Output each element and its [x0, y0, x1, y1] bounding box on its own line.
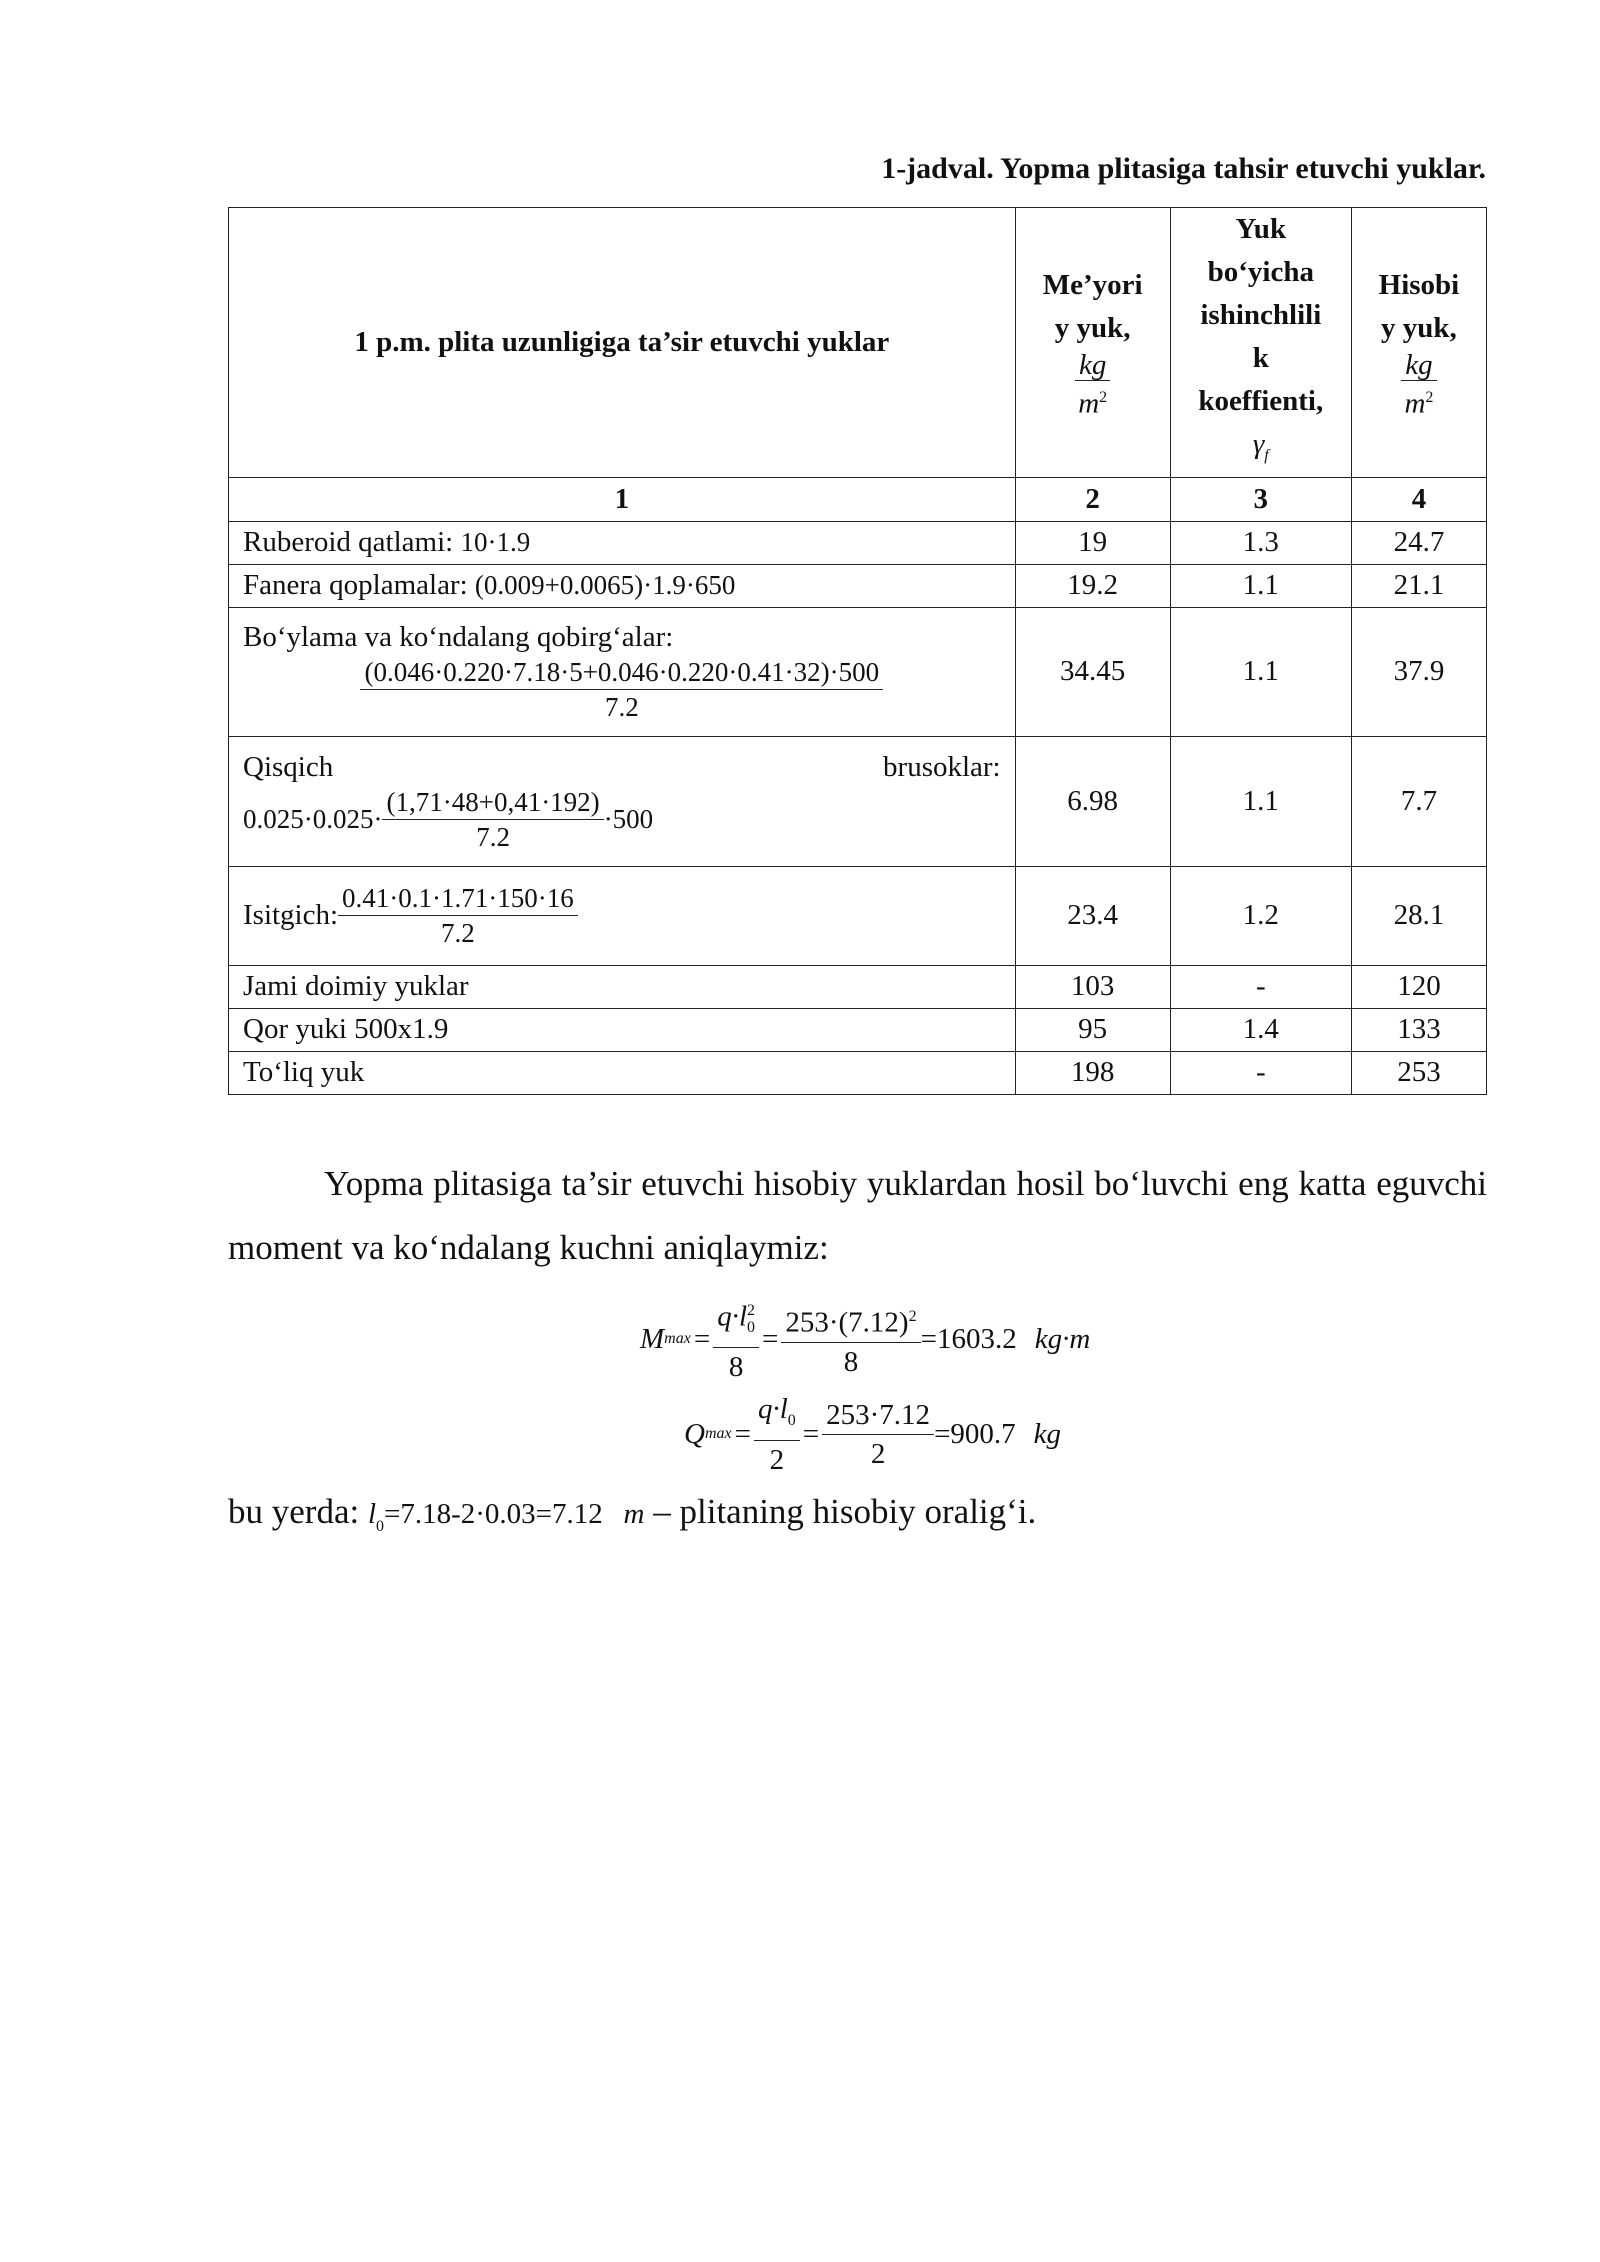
header-col2-line2: y yuk, [1054, 312, 1131, 345]
table-row [229, 1008, 1487, 1051]
max-moment-equation [640, 1292, 1090, 1386]
row-label [229, 521, 1016, 564]
header-col4 [1351, 208, 1486, 478]
reliability-coefficient: - [1170, 1051, 1351, 1094]
row-formula: (0.009+0.0065)·1.9·650 [474, 570, 736, 601]
reliability-coefficient: 1.2 [1170, 866, 1351, 965]
footnote-line [228, 1492, 1036, 1536]
header-col2-unit [1075, 350, 1110, 421]
fraction-numerator: (1,71·48+0,41·192) [382, 785, 603, 820]
eq1-f1-pow: 2 [747, 1302, 755, 1319]
header-col3 [1170, 208, 1351, 478]
reliability-coefficient: 1.1 [1170, 564, 1351, 607]
eq1-f1-sub: 0 [747, 1319, 755, 1337]
reliability-coefficient: 1.4 [1170, 1008, 1351, 1051]
table-caption: 1-jadval. Yopma plitasiga tahsir etuvchi yuklar. [881, 152, 1486, 185]
eq1-fraction1 [713, 1292, 759, 1386]
unit-denominator: m [1404, 387, 1426, 420]
footer-suffix: – plitaning hisobiy oralig‘i. [644, 1492, 1037, 1531]
eq1-f1-numerator [713, 1292, 759, 1348]
design-load: 21.1 [1351, 564, 1486, 607]
formula-fraction [382, 785, 603, 854]
header-col2-line1: Me’yori [1042, 269, 1143, 302]
header-col3-line2: bo‘yicha [1207, 256, 1314, 288]
normative-load: 19.2 [1015, 564, 1170, 607]
eq2-unit: kg [1033, 1417, 1062, 1450]
row-label-text: Bo‘ylama va ko‘ndalang qobirg‘alar: [243, 621, 674, 654]
row-label-text: Ruberoid qatlami: [243, 526, 461, 559]
eq1-fraction2 [781, 1298, 920, 1381]
row-label [229, 607, 1016, 736]
paragraph-text: Yopma plitasiga ta’sir etuvchi hisobiy yuklardan hosil bo‘luvchi eng katta eguvchi moment va ko‘ndalang kuchni aniqlaymiz: [228, 1164, 1487, 1267]
eq2-f2-numerator: 253·7.12 [822, 1396, 934, 1435]
eq2-f1-num-text: q·l [757, 1393, 788, 1425]
row-label [229, 564, 1016, 607]
row-label: Qor yuki 500x1.9 [229, 1008, 1016, 1051]
header-col4-line1: Hisobi [1378, 269, 1460, 302]
eq2-fraction2 [822, 1396, 934, 1473]
eq1-f2-denominator: 8 [843, 1345, 859, 1378]
gamma-symbol: γ [1252, 428, 1265, 460]
eq1-lhs-sub: max [664, 1330, 691, 1348]
eq1-f1-num-text: q·l [717, 1300, 747, 1333]
table-row [229, 607, 1487, 736]
header-col1: 1 p.m. plita uzunligiga ta’sir etuvchi yuklar [229, 208, 1016, 478]
normative-load: 95 [1015, 1008, 1170, 1051]
normative-load: 103 [1015, 965, 1170, 1008]
reliability-coefficient: 1.1 [1170, 736, 1351, 866]
formula-prefix: 0.025·0.025· [243, 803, 383, 834]
table-row [229, 965, 1487, 1008]
design-load: 28.1 [1351, 866, 1486, 965]
header-col3-line4: k [1252, 342, 1269, 374]
normative-load: 198 [1015, 1051, 1170, 1094]
eq2-f1-denominator: 2 [769, 1443, 785, 1476]
footer-expression: =7.18-2·0.03=7.12 [384, 1498, 603, 1530]
eq1-equals: = [693, 1322, 711, 1355]
eq2-lhs: Q [684, 1417, 705, 1450]
footer-symbol-sub: 0 [376, 1518, 385, 1535]
table-row [229, 1051, 1487, 1094]
header-col2 [1015, 208, 1170, 478]
eq1-unit: kg·m [1034, 1322, 1091, 1355]
index-cell-2: 2 [1015, 477, 1170, 521]
row-label: Jami doimiy yuklar [229, 965, 1016, 1008]
index-row [229, 477, 1487, 521]
unit-power: 2 [1425, 389, 1434, 407]
eq2-fraction1 [754, 1390, 800, 1479]
design-load: 253 [1351, 1051, 1486, 1094]
table-row [229, 736, 1487, 866]
fraction-numerator: (0.046·0.220·7.18·5+0.046·0.220·0.41·32)·500 [360, 655, 883, 690]
unit-power: 2 [1099, 389, 1108, 407]
eq1-f2-pow: 2 [908, 1307, 917, 1325]
design-load: 7.7 [1351, 736, 1486, 866]
index-cell-4: 4 [1351, 477, 1486, 521]
header-col3-line3: ishinchlili [1200, 299, 1322, 331]
table-row [229, 866, 1487, 965]
header-col3-line1: Yuk [1235, 213, 1287, 245]
unit-denominator: m [1078, 387, 1100, 420]
row-label [229, 736, 1016, 866]
row-label-left: Qisqich [243, 750, 334, 783]
eq1-f2-num-text: 253·(7.12) [785, 1306, 909, 1339]
eq1-f1-denominator: 8 [728, 1351, 744, 1384]
row-label [229, 866, 1016, 965]
eq1-lhs: M [640, 1322, 665, 1355]
row-label-text: Isitgich: [243, 899, 339, 932]
eq1-equals2: = [762, 1322, 779, 1355]
max-shear-equation [684, 1390, 1061, 1479]
footer-prefix: bu yerda: [228, 1492, 368, 1531]
index-cell-1: 1 [229, 477, 1016, 521]
design-load: 37.9 [1351, 607, 1486, 736]
footer-symbol: l [367, 1498, 377, 1530]
index-cell-3: 3 [1170, 477, 1351, 521]
header-col4-line2: y yuk, [1381, 312, 1457, 345]
row-label-text: Fanera qoplamalar: [243, 569, 475, 602]
table-row [229, 521, 1487, 564]
eq1-result: =1603.2 [920, 1322, 1017, 1355]
formula-fraction [338, 881, 578, 950]
design-load: 120 [1351, 965, 1486, 1008]
reliability-coefficient: 1.3 [1170, 521, 1351, 564]
row-label: To‘liq yuk [229, 1051, 1016, 1094]
eq1-f2-numerator [781, 1298, 920, 1343]
loads-table [228, 207, 1487, 1095]
eq2-equals: = [734, 1417, 751, 1450]
design-load: 24.7 [1351, 521, 1486, 564]
table-row [229, 564, 1487, 607]
row-formula: 10·1.9 [460, 527, 531, 558]
header-col4-unit [1401, 350, 1436, 421]
gamma-sub: f [1264, 446, 1269, 464]
reliability-coefficient: 1.1 [1170, 607, 1351, 736]
normative-load: 34.45 [1015, 607, 1170, 736]
unit-numerator: kg [1401, 350, 1436, 381]
normative-load: 19 [1015, 521, 1170, 564]
unit-numerator: kg [1075, 350, 1110, 381]
row-formula-line [243, 881, 1001, 950]
row-label-line [243, 749, 1001, 785]
eq2-result: =900.7 [934, 1417, 1016, 1450]
header-col3-line5: koeffienti, [1198, 385, 1324, 417]
formula-fraction [360, 655, 883, 724]
eq2-equals2: = [802, 1417, 820, 1450]
fraction-denominator: 7.2 [441, 918, 475, 949]
fraction-denominator: 7.2 [476, 821, 510, 852]
design-load: 133 [1351, 1008, 1486, 1051]
row-formula [243, 655, 1001, 724]
fraction-numerator: 0.41·0.1·1.71·150·16 [338, 881, 578, 916]
reliability-coefficient: - [1170, 965, 1351, 1008]
normative-load: 6.98 [1015, 736, 1170, 866]
row-formula [243, 785, 1001, 854]
eq2-f1-numerator [754, 1390, 800, 1441]
eq2-f1-sub: 0 [787, 1411, 796, 1429]
normative-load: 23.4 [1015, 866, 1170, 965]
eq2-f2-denominator: 2 [870, 1437, 886, 1470]
fraction-denominator: 7.2 [604, 692, 639, 723]
formula-suffix: ·500 [603, 803, 654, 834]
gamma-f-symbol [1185, 423, 1337, 477]
body-paragraph [228, 1152, 1487, 1280]
header-row [229, 208, 1487, 478]
row-label-right: brusoklar: [883, 750, 1001, 783]
eq2-lhs-sub: max [704, 1425, 732, 1443]
footer-unit: m [623, 1498, 645, 1530]
